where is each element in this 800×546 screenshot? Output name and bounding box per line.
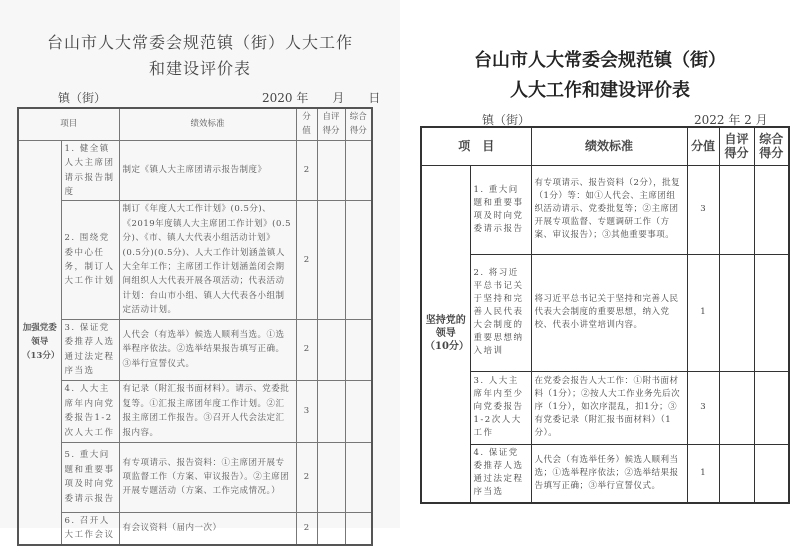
self-score-cell[interactable] [317, 380, 345, 442]
score-cell: 1 [687, 444, 719, 503]
score-cell: 2 [296, 319, 317, 380]
right-title-line2: 人大工作和建设评价表 [510, 80, 690, 101]
right-document-title [400, 46, 800, 106]
table-row [18, 201, 372, 319]
criteria-cell: 有会议资料（届内一次） [119, 512, 296, 544]
score-cell: 2 [296, 201, 317, 319]
item-cell: 6. 召开人大工作会议 [61, 512, 119, 544]
item-cell: 3. 人大主席年内至少向党委报告1-2次人大工作 [470, 371, 531, 444]
left-title-line2: 和建设评价表 [148, 59, 251, 78]
self-score-cell[interactable] [719, 165, 754, 254]
table-row [421, 371, 789, 444]
header-self-score: 自评得分 [317, 108, 345, 140]
self-score-cell[interactable] [317, 512, 345, 544]
criteria-cell: 将习近平总书记关于坚持和完善人民代表大会制度的重要思想，纳入党校、代表小讲堂培训内容。 [531, 254, 687, 371]
self-score-cell[interactable] [719, 371, 754, 444]
right-evaluation-table [420, 126, 790, 504]
header-overall-score: 综合得分 [345, 108, 372, 140]
criteria-cell: 制订《年度人大工作计划》(0.5分)、《2019年度镇人大主席团工作计划》(0.5分)、《市、镇人大代表小组活动计划》(0.5分)(0.5分)、人大工作计划涵盖镇人大全年工作；主席团工作计划涵盖闭会期间组织人大代表开展各项活动；代表活动计划：台山市小组、镇人大代表各小组制定活动计划。 [119, 201, 296, 319]
self-score-cell[interactable] [317, 442, 345, 512]
item-cell: 4. 人大主席年内向党委报告1-2次人大工作 [61, 380, 119, 442]
left-evaluation-table [17, 107, 373, 546]
left-title-line1: 台山市人大常委会规范镇（街）人大工作 [46, 33, 353, 52]
header-self-score: 自评得分 [719, 127, 754, 165]
category-cell: 坚持党的领导（10分） [421, 165, 470, 503]
criteria-cell: 有专项请示、报告资料：①主席团开展专项监督工作（方案、审议报告）。②主席团开展专题活动（方案、工作完成情况。） [119, 442, 296, 512]
item-cell: 1. 健全镇人大主席团请示报告制度 [61, 140, 119, 201]
table-row [421, 254, 789, 371]
right-document-2022 [400, 0, 800, 528]
table-row [18, 442, 372, 512]
overall-score-cell[interactable] [345, 380, 372, 442]
self-score-cell[interactable] [317, 319, 345, 380]
right-date-label: 2022 年 2 月 [694, 113, 768, 127]
header-criteria: 绩效标准 [119, 108, 296, 140]
self-score-cell[interactable] [719, 254, 754, 371]
table-row [18, 140, 372, 201]
criteria-cell: 有记录（附汇报书面材料）。请示、党委批复等。①汇报主席团年度工作计划。②汇报主席团工作报告。③召开人代会法定汇报内容。 [119, 380, 296, 442]
criteria-cell: 在党委会报告人大工作：①附书面材料（1分）；②按人大工作业务先后次序（1分），如次序混乱，扣1分；③有党委记录（附汇报书面材料）（1分）。 [531, 371, 687, 444]
header-score: 分值 [296, 108, 317, 140]
overall-score-cell[interactable] [345, 512, 372, 544]
self-score-cell[interactable] [719, 444, 754, 503]
score-cell: 3 [687, 165, 719, 254]
overall-score-cell[interactable] [754, 371, 789, 444]
self-score-cell[interactable] [317, 201, 345, 319]
overall-score-cell[interactable] [754, 165, 789, 254]
overall-score-cell[interactable] [345, 442, 372, 512]
right-title-line1: 台山市人大常委会规范镇（街） [474, 50, 726, 71]
item-cell: 2. 将习近平总书记关于坚持和完善人民代表大会制度的重要思想纳入培训 [470, 254, 531, 371]
left-document-title [0, 30, 400, 82]
score-cell: 2 [296, 442, 317, 512]
overall-score-cell[interactable] [345, 319, 372, 380]
score-cell: 2 [296, 512, 317, 544]
overall-score-cell[interactable] [754, 444, 789, 503]
overall-score-cell[interactable] [345, 140, 372, 201]
left-document-2020 [0, 0, 400, 541]
table-row [18, 319, 372, 380]
table-row [421, 165, 789, 254]
score-cell: 2 [296, 140, 317, 201]
header-item: 项目 [18, 108, 119, 140]
criteria-cell: 制定《镇人大主席团请示报告制度》 [119, 140, 296, 201]
criteria-cell: 有专项请示、报告资料（2分），批复（1分）等：如①人代会、主席团组织活动请示、党委批复等；②主席团开展专项监督、专题调研工作（方案、审议报告）；③其他重要事项。 [531, 165, 687, 254]
item-cell: 3. 保证党委推荐人选通过法定程序当选 [61, 319, 119, 380]
score-cell: 3 [687, 371, 719, 444]
header-score: 分值 [687, 127, 719, 165]
category-cell: 加强党委领导（13分） [18, 140, 61, 544]
left-table-header-row [18, 108, 372, 140]
header-item: 项 目 [421, 127, 531, 165]
header-overall-score: 综合得分 [754, 127, 789, 165]
score-cell: 1 [687, 254, 719, 371]
self-score-cell[interactable] [317, 140, 345, 201]
left-town-label: 镇（街） [58, 91, 107, 105]
item-cell: 2. 围绕党委中心任务，制订人大工作计划 [61, 201, 119, 319]
item-cell: 5. 重大问题和重要事项及时向党委请示报告 [61, 442, 119, 512]
right-town-label: 镇（街） [482, 113, 531, 127]
criteria-cell: 人代会（有选举）候选人顺利当选。①选举程序依法。②选举结果报告填写正确。③举行宣誓仪式。 [119, 319, 296, 380]
overall-score-cell[interactable] [754, 254, 789, 371]
table-row [18, 512, 372, 544]
score-cell: 3 [296, 380, 317, 442]
item-cell: 1. 重大问题和重要事项及时向党委请示报告 [470, 165, 531, 254]
table-row [18, 380, 372, 442]
criteria-cell: 人代会（有选举任务）候选人顺利当选；①选举程序依法；②选举结果报告填写正确；③举行宣誓仪式。 [531, 444, 687, 503]
right-table-header-row [421, 127, 789, 165]
left-date-label: 2020 年 月 日 [262, 91, 381, 105]
overall-score-cell[interactable] [345, 201, 372, 319]
item-cell: 4. 保证党委推荐人选通过法定程序当选 [470, 444, 531, 503]
table-row [421, 444, 789, 503]
header-criteria: 绩效标准 [531, 127, 687, 165]
